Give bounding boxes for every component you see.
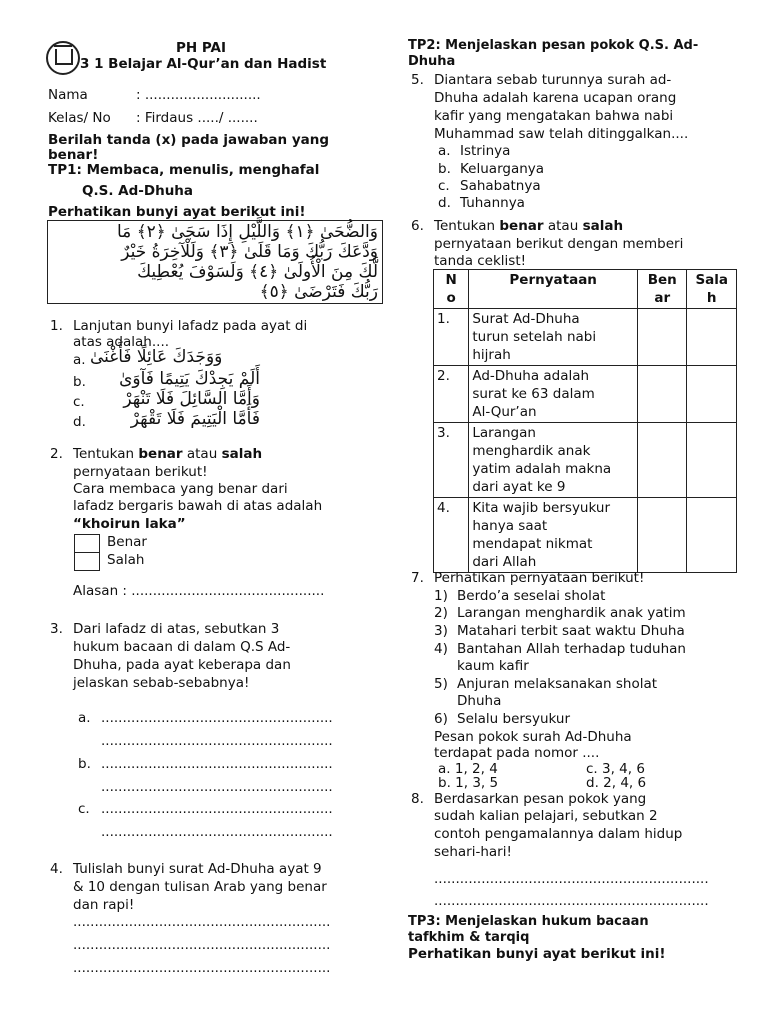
row-no: 2.	[434, 366, 469, 423]
q5-option-b-letter: b.	[438, 161, 451, 177]
q7-item-6-num: 6)	[434, 711, 448, 727]
ayat-line-4: رَبُّكَ فَتَرْضَىٰ ﴿٥﴾	[259, 282, 378, 302]
q2-text-3: Cara membaca yang benar dari	[73, 481, 288, 497]
tp1-heading: TP1: Membaca, menulis, menghafal	[48, 162, 320, 178]
q7-item-5-num: 5)	[434, 676, 448, 692]
q8-text-1: Berdasarkan pesan pokok yang	[434, 791, 647, 807]
q7-item-1: Berdo’a seselai sholat	[457, 588, 606, 604]
q4-text-2: & 10 dengan tulisan Arab yang benar	[73, 879, 327, 895]
kelas-label: Kelas/ No	[48, 110, 111, 126]
q7-item-4-num: 4)	[434, 641, 448, 657]
q8-text-2: sudah kalian pelajari, sebutkan 2	[434, 808, 658, 824]
q7-item-4-cont: kaum kafir	[457, 658, 529, 674]
q6-text-3: tanda ceklist!	[434, 253, 527, 269]
q7-item-3: Matahari terbit saat waktu Dhuha	[457, 623, 685, 639]
row-salah-cell[interactable]	[687, 423, 737, 498]
q5-option-b[interactable]: Keluarganya	[460, 161, 545, 177]
q1-option-d-letter: d.	[73, 414, 86, 430]
q3-b-line-1[interactable]: ......................................................	[101, 756, 333, 772]
ayat-heading: Perhatikan bunyi ayat berikut ini!	[48, 204, 306, 220]
nama-label: Nama	[48, 87, 88, 103]
q5-text-4: Muhammad saw telah ditinggalkan....	[434, 126, 689, 142]
q2-text-1: Tentukan benar atau salah	[73, 446, 263, 462]
ayat-line-3: لَّكَ مِنَ الْأُولَىٰ ﴿٤﴾ وَلَسَوْفَ يُعْطِيكَ	[137, 262, 378, 282]
table-row	[434, 309, 737, 366]
q3-b-letter: b.	[78, 756, 91, 772]
q3-text-4: jelaskan sebab-sebabnya!	[73, 675, 250, 691]
row-benar-cell[interactable]	[638, 423, 687, 498]
q7-item-4: Bantahan Allah terhadap tuduhan	[457, 641, 686, 657]
ayat-box	[47, 220, 383, 304]
q5-option-a[interactable]: Istrinya	[460, 143, 511, 159]
q2-text-4: lafadz bergaris bawah di atas adalah	[73, 498, 323, 514]
q7-question-2: terdapat pada nomor ....	[434, 745, 600, 761]
q2-salah-checkbox[interactable]	[74, 552, 100, 571]
q4-answer-line-1[interactable]: ............................................................	[73, 914, 331, 930]
q7-item-5: Anjuran melaksanakan sholat	[457, 676, 658, 692]
q2-number: 2.	[50, 446, 63, 462]
q1-option-d[interactable]: فَأَمَّا الْيَتِيمَ فَلَا تَقْهَرْ	[130, 409, 260, 429]
q4-number: 4.	[50, 861, 63, 877]
tp3-instruction: Perhatikan bunyi ayat berikut ini!	[408, 946, 666, 962]
row-benar-cell[interactable]	[638, 498, 687, 573]
q3-text-2: hukum bacaan di dalam Q.S Ad-	[73, 639, 291, 655]
ayat-line-1: وَالضُّحَىٰ ﴿١﴾ وَاللَّيْلِ إِذَا سَجَىٰ ﴿٢﴾ مَا	[117, 222, 378, 242]
page-subtitle: 3 1 Belajar Al-Qur’an dan Hadist	[80, 56, 327, 72]
q4-answer-line-2[interactable]: ............................................................	[73, 937, 331, 953]
row-salah-cell[interactable]	[687, 498, 737, 573]
tp3-subheading: tafkhim & tarqiq	[408, 930, 530, 945]
table-header-row	[434, 270, 737, 309]
q2-benar-checkbox[interactable]	[74, 534, 100, 553]
q3-a-line-2[interactable]: ......................................................	[101, 733, 333, 749]
q1-option-c-letter: c.	[73, 394, 85, 410]
q4-answer-line-3[interactable]: ............................................................	[73, 960, 331, 976]
q2-salah-label: Salah	[107, 552, 145, 568]
q3-c-letter: c.	[78, 801, 90, 817]
table-row	[434, 498, 737, 573]
ayat-line-2: وَدَّعَكَ رَبُّكَ وَمَا قَلَىٰ ﴿٣﴾ وَلَلْآخِرَةُ خَيْرٌ	[121, 242, 378, 262]
row-benar-cell[interactable]	[638, 309, 687, 366]
q1-option-a[interactable]: وَوَجَدَكَ عَائِلًا فَأَغْنَىٰ	[90, 347, 223, 367]
row-no: 4.	[434, 498, 469, 573]
q7-option-d[interactable]: d. 2, 4, 6	[586, 775, 647, 791]
q5-option-c-letter: c.	[438, 178, 450, 194]
q7-option-b[interactable]: b. 1, 3, 5	[438, 775, 499, 791]
table-row	[434, 423, 737, 498]
q3-a-line-1[interactable]: ......................................................	[101, 710, 333, 726]
q1-option-b-letter: b.	[73, 374, 86, 390]
q8-text-3: contoh pengamalannya dalam hidup	[434, 826, 683, 842]
school-logo-icon	[46, 41, 80, 75]
q7-item-6: Selalu bersyukur	[457, 711, 571, 727]
q4-text-3: dan rapi!	[73, 897, 135, 913]
q5-text-2: Dhuha adalah karena ucapan orang	[434, 90, 677, 106]
q5-text-1: Diantara sebab turunnya surah ad-	[434, 72, 672, 88]
instruction: Berilah tanda (x) pada jawaban yang benar!	[48, 132, 330, 163]
tp3-heading: TP3: Menjelaskan hukum bacaan	[408, 914, 649, 929]
q5-number: 5.	[411, 72, 424, 88]
table-header-benar: Ben ar	[638, 270, 687, 309]
left-column	[0, 0, 380, 1024]
q6-text-2: pernyataan berikut dengan memberi	[434, 236, 684, 252]
tp1-subheading: Q.S. Ad-Dhuha	[82, 183, 194, 199]
q6-number: 6.	[411, 218, 424, 234]
row-no: 3.	[434, 423, 469, 498]
q3-b-line-2[interactable]: ......................................................	[101, 779, 333, 795]
q1-option-c[interactable]: وَأَمَّا السَّائِلَ فَلَا تَنْهَرْ	[123, 389, 260, 409]
row-no: 1.	[434, 309, 469, 366]
q7-item-2-num: 2)	[434, 605, 448, 621]
q5-option-d[interactable]: Tuhannya	[460, 195, 525, 211]
table-header-pernyataan: Pernyataan	[469, 270, 638, 309]
nama-field[interactable]: : ...........................	[136, 87, 261, 103]
q1-text-1: Lanjutan bunyi lafadz pada ayat di	[73, 318, 308, 334]
q1-option-b[interactable]: أَلَمْ يَجِدْكَ يَتِيمًا فَآوَىٰ	[119, 369, 260, 389]
tp2-subheading: Dhuha	[408, 54, 456, 69]
table-header-no: N o	[434, 270, 469, 309]
q5-option-c[interactable]: Sahabatnya	[460, 178, 541, 194]
q3-text-3: Dhuha, pada ayat keberapa dan	[73, 657, 291, 673]
tp2-heading: TP2: Menjelaskan pesan pokok Q.S. Ad-	[408, 38, 699, 53]
q3-text-1: Dari lafadz di atas, sebutkan 3	[73, 621, 280, 637]
q7-item-1-num: 1)	[434, 588, 448, 604]
q7-question-1: Pesan pokok surah Ad-Dhuha	[434, 729, 632, 745]
q8-number: 8.	[411, 791, 424, 807]
q1-option-a-letter: a.	[73, 352, 86, 368]
table-header-salah: Sala h	[687, 270, 737, 309]
row-statement: Ad-Dhuha adalah surat ke 63 dalam Al-Qur’an	[469, 366, 638, 423]
q7-item-5-cont: Dhuha	[457, 693, 502, 709]
row-salah-cell[interactable]	[687, 309, 737, 366]
q5-option-a-letter: a.	[438, 143, 451, 159]
q8-answer-line-1[interactable]: ................................................................	[434, 871, 709, 887]
right-column	[380, 0, 768, 1024]
q7-item-2: Larangan menghardik anak yatim	[457, 605, 686, 621]
row-statement: Surat Ad-Dhuha turun setelah nabi hijrah	[469, 309, 638, 366]
q8-answer-line-2[interactable]: ................................................................	[434, 893, 709, 909]
kelas-field[interactable]: : Firdaus ...../ .......	[136, 110, 258, 126]
q2-text-2: pernyataan berikut!	[73, 464, 208, 480]
table-row	[434, 366, 737, 423]
q3-a-letter: a.	[78, 710, 91, 726]
q7-option-a[interactable]: a. 1, 2, 4	[438, 761, 498, 777]
q5-text-3: kafir yang mengatakan bahwa nabi	[434, 108, 674, 124]
q7-number: 7.	[411, 570, 424, 586]
q5-option-d-letter: d.	[438, 195, 451, 211]
q4-text-1: Tulislah bunyi surat Ad-Dhuha ayat 9	[73, 861, 322, 877]
q2-alasan-field[interactable]: Alasan : .............................................	[73, 583, 325, 599]
row-statement: Kita wajib bersyukur hanya saat mendapat nikmat dari Allah	[469, 498, 638, 573]
q6-table	[433, 269, 737, 573]
page-title: PH PAI	[176, 40, 227, 56]
q8-text-4: sehari-hari!	[434, 844, 512, 860]
row-salah-cell[interactable]	[687, 366, 737, 423]
q3-c-line-1[interactable]: ......................................................	[101, 801, 333, 817]
q7-text-1: Perhatikan pernyataan berikut!	[434, 570, 645, 586]
q3-c-line-2[interactable]: ......................................................	[101, 824, 333, 840]
q1-number: 1.	[50, 318, 63, 334]
q7-option-c[interactable]: c. 3, 4, 6	[586, 761, 645, 777]
q2-text-5: “khoirun laka”	[73, 516, 186, 532]
q3-number: 3.	[50, 621, 63, 637]
q1-text-2: atas adalah....	[73, 334, 170, 350]
q2-benar-label: Benar	[107, 534, 147, 550]
row-statement: Larangan menghardik anak yatim adalah makna dari ayat ke 9	[469, 423, 638, 498]
q6-text-1: Tentukan benar atau salah	[434, 218, 624, 234]
row-benar-cell[interactable]	[638, 366, 687, 423]
q7-item-3-num: 3)	[434, 623, 448, 639]
